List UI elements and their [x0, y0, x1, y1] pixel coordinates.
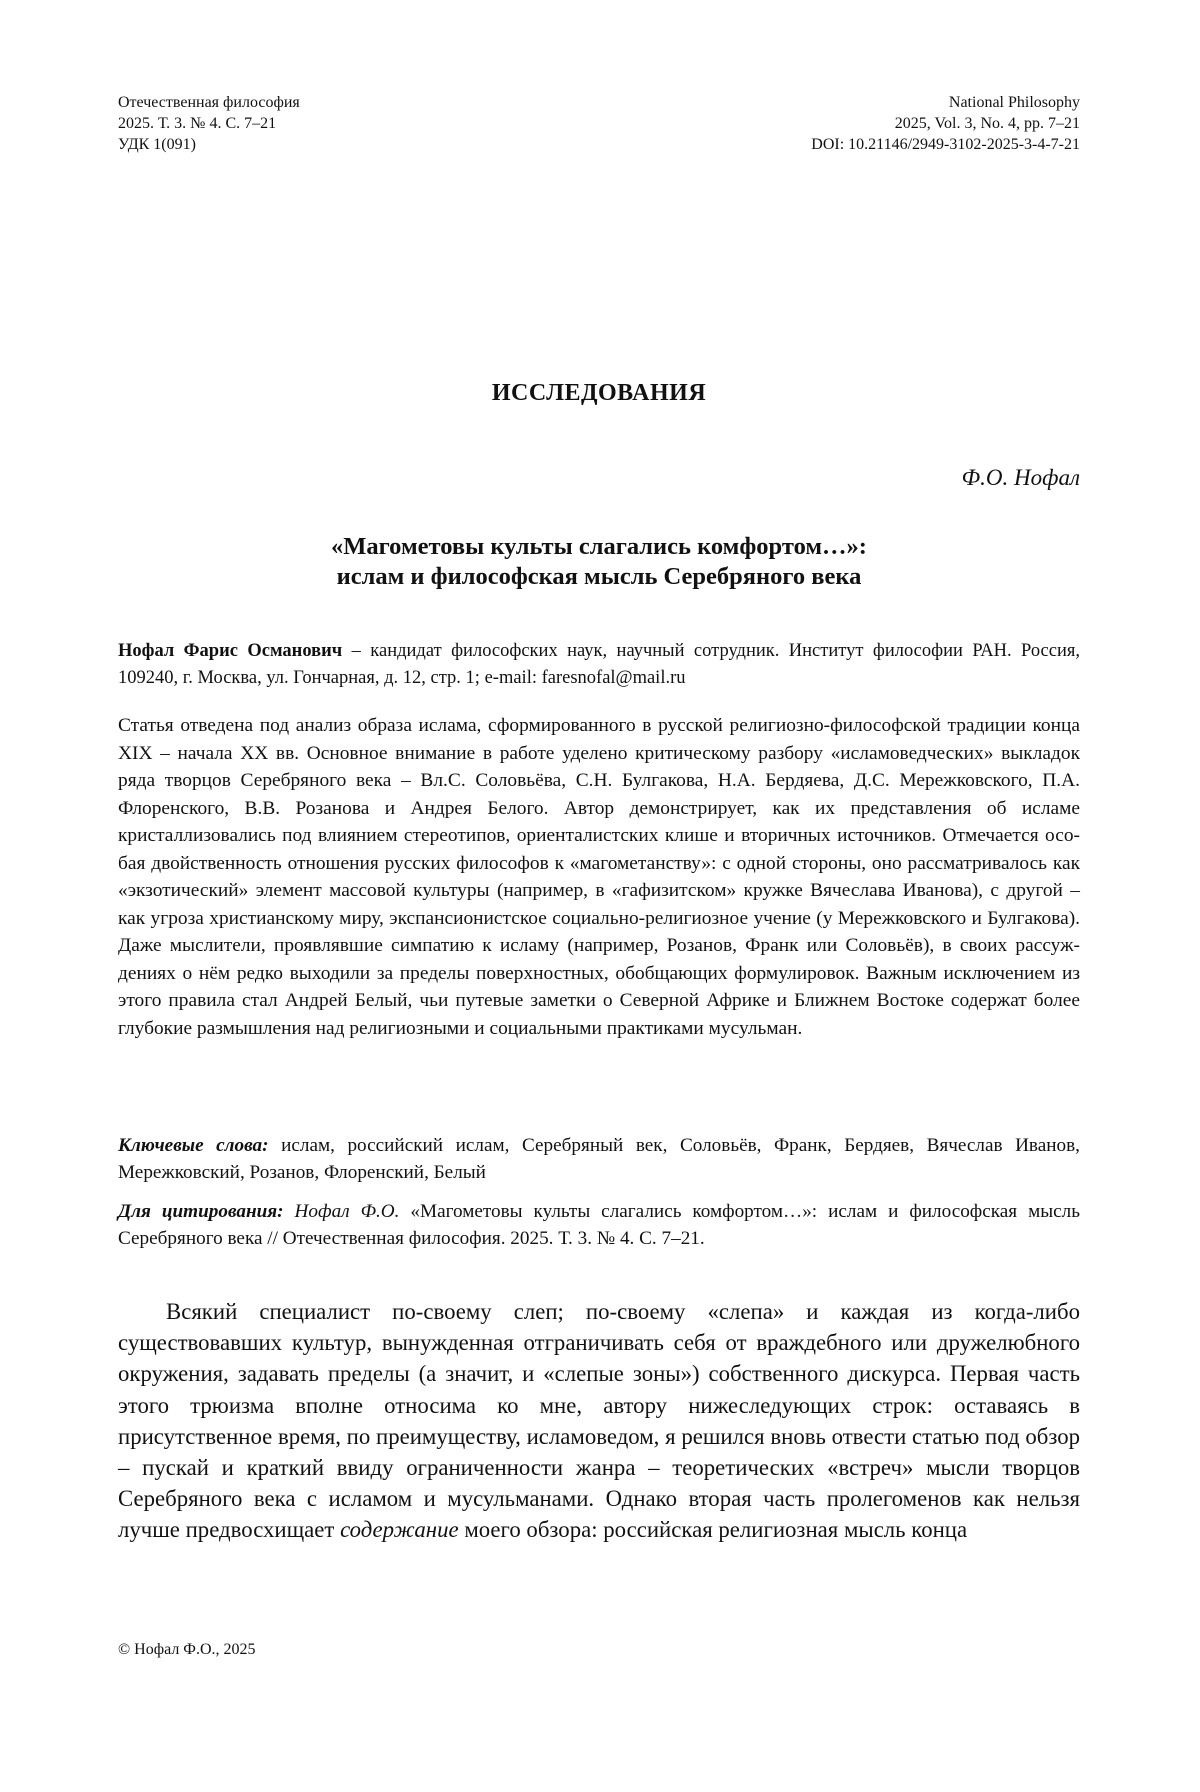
author-info: [118, 638, 1080, 692]
issue-info-en: 2025, Vol. 3, No. 4, pp. 7–21: [894, 115, 1080, 132]
journal-header-ru: [118, 92, 300, 155]
keywords-text: ислам, российский ислам, Серебряный век, Соловьёв, Франк, Бердяев, Вячеслав Иванов, Мережковский, Розанов, Флоренский, Белый: [118, 1135, 1080, 1183]
author-affiliation: – кандидат философских наук, научный сотрудник. Институт философии РАН. Россия, 109240, г. Москва, ул. Гончарная, д. 12, стр. 1; e-mail: faresnofal@mail.ru: [118, 641, 1080, 688]
title-line-2: ислам и философская мысль Серебряного века: [336, 563, 862, 590]
journal-name-en: National Philosophy: [948, 94, 1080, 111]
journal-header-en: [811, 92, 1080, 155]
section-heading: ИССЛЕДОВАНИЯ: [491, 380, 707, 406]
abstract: Статья отведена под анализ образа ислама, сформированного в русской религиозно-философской традиции конца XIX – начала XX вв. Основное внимание в работе уделено критическому разбору «исламоведческих» выкладок ряда творцов Серебряного века – Вл.С. Соловьёва, С.Н. Булгакова, Н.А. Бердяева, Д.С. Мережковского, П.А. Флоренского, В.В. Розанова и Андрея Белого. Автор демонстрирует, как их представления об исламе кристаллизовались под влиянием стереотипов, ориенталистских клише и вторичных источников. Отмечается особая двойственность отношения русских философов к «магометанству»: с одной стороны, оно рассматривалось как «экзотический» элемент массовой культуры (например, в «гафизитском» кружке Вячеслава Иванова), с другой – как угроза христианскому миру, экспансионистское социально-религиозное учение (у Мережковского и Булгакова). Даже мыслители, проявлявшие симпатию к исламу (например, Розанов, Франк или Соловьёв), в своих рассуждениях о нём редко выходили за пределы поверхностных, обобщающих формулировок. Важным исключением из этого правила стал Андрей Белый, чьи путевые заметки о Северной Африке и Ближнем Востоке содержат более глубокие размышления над религиозными и социальными практиками мусульман.: [118, 715, 1080, 1039]
keywords-label: Ключевые слова:: [118, 1135, 269, 1156]
keywords: [118, 1132, 1080, 1186]
title-line-1: «Магометовы культы слагались комфортом…»:: [331, 533, 867, 560]
body-emphasis: содержание: [340, 1517, 459, 1543]
copyright-footer: © Нофал Ф.О., 2025: [118, 1641, 256, 1658]
journal-name-ru: Отечественная философия: [118, 94, 300, 111]
citation-text: «Магометовы культы слагались комфортом…»: ислам и философская мысль Серебряного века // Отечественная философия. 2025. Т. 3. № 4. С. 7–21.: [118, 1201, 1080, 1249]
article-title: [118, 532, 1080, 592]
issue-info-ru: 2025. Т. 3. № 4. С. 7–21: [118, 115, 277, 132]
author-full-name: Нофал Фарис Османович: [118, 641, 343, 661]
body-text-part-1: Всякий специалист по-своему слеп; по-своему «слепа» и каждая из когда-либо существовавших культур, вынужденная отграничивать себя от враждебного или дружелюбного окружения, задавать пределы (а значит, и «слепые зоны») собственного дискурса. Первая часть этого трюизма вполне относима ко мне, автору нижеследующих строк: оставаясь в присутственное время, по преимуществу, исламоведом, я решился вновь отвести статью под обзор – пускай и краткий ввиду ограниченности жанра – теоретических «встреч» мысли творцов Серебряного века с исламом и мусульманами. Однако вторая часть пролегоменов как нельзя лучше предвосхищает: [118, 1299, 1080, 1543]
body-text-part-2: моего обзора: российская религиозная мысль конца: [458, 1517, 968, 1543]
doi: DOI: 10.21146/2949-3102-2025-3-4-7-21: [811, 136, 1080, 153]
citation-label: Для цитирования:: [118, 1201, 284, 1222]
udc-code: УДК 1(091): [118, 136, 196, 153]
body-paragraph: [118, 1296, 1080, 1546]
author-byline: Ф.О. Нофал: [961, 465, 1080, 490]
citation-author: Нофал Ф.О.: [283, 1201, 400, 1222]
citation: [118, 1198, 1080, 1252]
